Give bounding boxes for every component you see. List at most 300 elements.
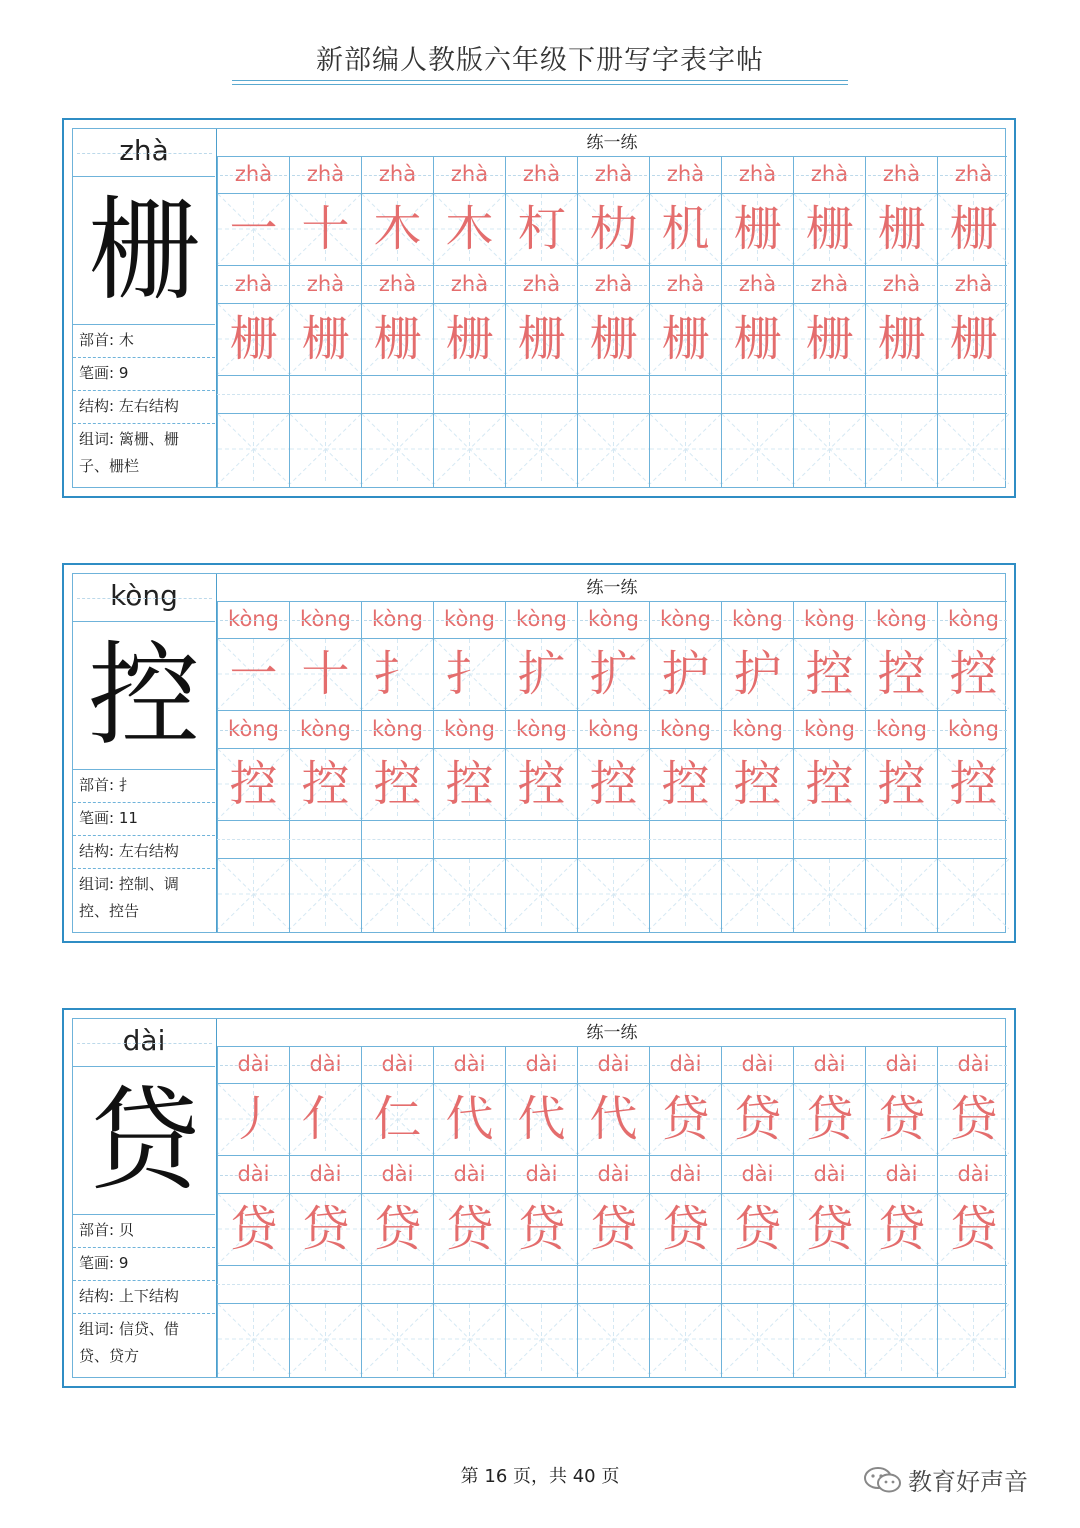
stroke-pinyin: zhà [666, 272, 705, 296]
trace-char: 控 [445, 756, 494, 812]
pinyin-guide-line [724, 1175, 791, 1176]
stroke-order-char: 机 [661, 201, 710, 257]
stroke-pinyin: kòng [876, 607, 927, 631]
stroke-order-char: 朾 [517, 201, 566, 257]
stroke-order-char: 贷 [949, 1091, 998, 1147]
stroke-pinyin: zhà [522, 162, 561, 186]
tian-grid-blank[interactable] [434, 414, 505, 484]
trace-char: 栅 [877, 311, 926, 367]
pinyin-guide-line [220, 175, 287, 176]
stroke-pinyin: dài [381, 1162, 414, 1186]
pinyin-guide-line [436, 1065, 503, 1066]
pinyin-guide-line [796, 285, 863, 286]
tian-grid-blank[interactable] [650, 1304, 721, 1374]
character-info-panel [73, 1019, 217, 1377]
pinyin-guide-line [796, 620, 863, 621]
practice-column [649, 157, 721, 487]
tian-grid-blank[interactable] [866, 414, 937, 484]
practice-column [289, 602, 361, 932]
trace-char: 控 [373, 756, 422, 812]
stroke-pinyin: zhà [594, 162, 633, 186]
practice-column [505, 157, 577, 487]
pinyin-guide-line [292, 620, 359, 621]
pinyin-guide-line [364, 285, 431, 286]
stroke-pinyin: kòng [372, 717, 423, 741]
trace-char: 贷 [733, 1201, 782, 1257]
pinyin-guide-line [796, 730, 863, 731]
info-divider [73, 868, 215, 869]
pinyin-guide-line [77, 1043, 212, 1044]
stroke-order-char: 朸 [589, 201, 638, 257]
tian-grid-blank[interactable] [866, 1304, 937, 1374]
page-title: 新部编人教版六年级下册写字表字帖 [316, 45, 764, 76]
row-line [217, 303, 1007, 304]
stroke-count-label: 笔画: 9 [79, 1254, 129, 1272]
stroke-pinyin: zhà [738, 162, 777, 186]
trace-char: 栅 [733, 311, 782, 367]
stroke-pinyin: kòng [372, 607, 423, 631]
trace-char: 贷 [229, 1201, 278, 1257]
stroke-order-char: 代 [589, 1091, 638, 1147]
pinyin-guide-line [868, 175, 935, 176]
pinyin-guide-line [580, 1175, 647, 1176]
tian-grid-blank[interactable] [794, 859, 865, 929]
practice-column [937, 157, 1009, 487]
stroke-pinyin: zhà [738, 272, 777, 296]
stroke-pinyin: kòng [876, 717, 927, 741]
character-card [62, 1008, 1016, 1388]
pinyin-guide-line [220, 1175, 287, 1176]
practice-column [577, 1047, 649, 1377]
row-line [217, 820, 1007, 821]
stroke-pinyin: kòng [516, 717, 567, 741]
pinyin-guide-line [652, 730, 719, 731]
stroke-pinyin: kòng [948, 717, 999, 741]
stroke-pinyin: zhà [234, 272, 273, 296]
practice-column [289, 1047, 361, 1377]
stroke-pinyin: dài [885, 1162, 918, 1186]
row-line [217, 1303, 1007, 1304]
structure-label: 结构: 上下结构 [79, 1287, 179, 1305]
stroke-pinyin: zhà [234, 162, 273, 186]
tian-grid-blank[interactable] [434, 859, 505, 929]
stroke-pinyin: zhà [450, 162, 489, 186]
stroke-pinyin: zhà [594, 272, 633, 296]
stroke-pinyin: zhà [450, 272, 489, 296]
pinyin-guide-line [724, 175, 791, 176]
stroke-order-char: 木 [373, 201, 422, 257]
stroke-pinyin: kòng [948, 607, 999, 631]
stroke-pinyin: kòng [732, 607, 783, 631]
practice-column [217, 157, 289, 487]
tian-grid-blank[interactable] [218, 414, 289, 484]
tian-grid-blank[interactable] [506, 414, 577, 484]
stroke-pinyin: dài [309, 1162, 342, 1186]
brand-name: 教育好声音 [908, 1468, 1028, 1496]
pinyin-guide-line [364, 620, 431, 621]
stroke-pinyin: kòng [228, 607, 279, 631]
info-divider [73, 1313, 215, 1314]
stroke-pinyin: dài [669, 1162, 702, 1186]
trace-char: 贷 [949, 1201, 998, 1257]
tian-grid-blank[interactable] [578, 859, 649, 929]
page-number: 第 16 页，共 40 页 [460, 1466, 620, 1487]
trace-char: 贷 [445, 1201, 494, 1257]
pinyin-guide-line [508, 730, 575, 731]
stroke-pinyin: zhà [306, 272, 345, 296]
info-divider [73, 1247, 215, 1248]
words-label: 组词: 篱栅、栅 [79, 430, 179, 448]
words-label: 组词: 信贷、借 [79, 1320, 179, 1338]
pinyin-guide-line [796, 1175, 863, 1176]
tian-grid-blank[interactable] [938, 1304, 1009, 1374]
pinyin-guide-line [508, 1065, 575, 1066]
row-line [217, 413, 1007, 414]
stroke-order-char: 栅 [733, 201, 782, 257]
blank-pinyin-guide [217, 394, 1007, 395]
stroke-order-char: 丿 [229, 1091, 278, 1147]
pinyin-guide-line [940, 175, 1007, 176]
stroke-pinyin: kòng [732, 717, 783, 741]
stroke-pinyin: zhà [882, 272, 921, 296]
info-divider [73, 423, 215, 424]
row-line [217, 748, 1007, 749]
pinyin-guide-line [580, 285, 647, 286]
stroke-pinyin: dài [597, 1162, 630, 1186]
practice-column [793, 157, 865, 487]
row-line [217, 1155, 1007, 1156]
stroke-order-char: 贷 [805, 1091, 854, 1147]
practice-column [433, 157, 505, 487]
stroke-pinyin: kòng [660, 717, 711, 741]
stroke-order-char: 护 [733, 646, 782, 702]
card-inner [72, 1018, 1006, 1378]
practice-grid [217, 1019, 1007, 1377]
stroke-pinyin: dài [669, 1052, 702, 1076]
stroke-pinyin: dài [813, 1052, 846, 1076]
radical-label: 部首: 贝 [79, 1221, 134, 1239]
stroke-pinyin: kòng [228, 717, 279, 741]
pinyin-guide-line [868, 620, 935, 621]
stroke-pinyin: dài [237, 1162, 270, 1186]
stroke-order-char: 亻 [301, 1091, 350, 1147]
practice-column [433, 1047, 505, 1377]
tian-grid-blank[interactable] [722, 414, 793, 484]
title-underline-2 [232, 84, 848, 85]
title-underline [232, 80, 848, 81]
tian-grid-blank[interactable] [290, 414, 361, 484]
stroke-count-label: 笔画: 11 [79, 809, 138, 827]
row-line [217, 1265, 1007, 1266]
pinyin-guide-line [868, 1065, 935, 1066]
stroke-pinyin: kòng [804, 607, 855, 631]
words-label-cont: 贷、贷方 [79, 1347, 140, 1365]
trace-char: 栅 [517, 311, 566, 367]
pinyin-guide-line [436, 620, 503, 621]
row-line [217, 638, 1007, 639]
practice-column [649, 602, 721, 932]
stroke-order-char: 仁 [373, 1091, 422, 1147]
row-line [217, 265, 1007, 266]
tian-grid-blank[interactable] [650, 859, 721, 929]
practice-column [721, 157, 793, 487]
practice-column [505, 1047, 577, 1377]
row-line [217, 375, 1007, 376]
stroke-order-char: 栅 [949, 201, 998, 257]
trace-char: 栅 [229, 311, 278, 367]
pinyin-guide-line [220, 1065, 287, 1066]
stroke-order-char: 控 [949, 646, 998, 702]
tian-grid-blank[interactable] [218, 1304, 289, 1374]
row-line [217, 1193, 1007, 1194]
row-line [217, 193, 1007, 194]
info-divider [73, 1280, 215, 1281]
tian-grid-blank[interactable] [578, 414, 649, 484]
stroke-order-char: 护 [661, 646, 710, 702]
tian-grid-blank[interactable] [362, 1304, 433, 1374]
practice-column [721, 602, 793, 932]
trace-char: 贷 [517, 1201, 566, 1257]
trace-char: 贷 [661, 1201, 710, 1257]
row-line [217, 858, 1007, 859]
practice-column [865, 1047, 937, 1377]
pinyin-guide-line [220, 730, 287, 731]
pinyin-guide-line [868, 1175, 935, 1176]
stroke-pinyin: dài [885, 1052, 918, 1076]
trace-char: 控 [733, 756, 782, 812]
stroke-order-char: 代 [445, 1091, 494, 1147]
character-info-panel [73, 574, 217, 932]
pinyin-guide-line [292, 730, 359, 731]
stroke-pinyin: zhà [954, 162, 993, 186]
stroke-pinyin: zhà [306, 162, 345, 186]
stroke-pinyin: kòng [804, 717, 855, 741]
stroke-pinyin: kòng [444, 607, 495, 631]
trace-char: 栅 [445, 311, 494, 367]
trace-char: 控 [301, 756, 350, 812]
pinyin-guide-line [940, 620, 1007, 621]
main-character: 控 [73, 622, 215, 770]
stroke-pinyin: zhà [522, 272, 561, 296]
stroke-order-char: 十 [301, 201, 350, 257]
stroke-order-char: 贷 [661, 1091, 710, 1147]
tian-grid-blank[interactable] [578, 1304, 649, 1374]
trace-char: 贷 [373, 1201, 422, 1257]
tian-grid-blank[interactable] [290, 859, 361, 929]
pinyin-guide-line [292, 1065, 359, 1066]
tian-grid-blank[interactable] [290, 1304, 361, 1374]
stroke-pinyin: dài [957, 1052, 990, 1076]
pinyin-guide-line [724, 730, 791, 731]
stroke-pinyin: dài [453, 1052, 486, 1076]
stroke-order-char: 十 [301, 646, 350, 702]
stroke-pinyin: zhà [666, 162, 705, 186]
pinyin-guide-line [724, 620, 791, 621]
tian-grid-blank[interactable] [794, 1304, 865, 1374]
practice-column [937, 602, 1009, 932]
blank-pinyin-guide [217, 839, 1007, 840]
stroke-pinyin: kòng [660, 607, 711, 631]
stroke-order-char: 栅 [805, 201, 854, 257]
practice-column [289, 157, 361, 487]
practice-label: 练一练 [217, 1019, 1007, 1047]
trace-char: 控 [805, 756, 854, 812]
pinyin-guide-line [652, 1065, 719, 1066]
stroke-order-char: 扩 [589, 646, 638, 702]
practice-column [793, 602, 865, 932]
practice-column [577, 157, 649, 487]
wechat-icon [862, 1465, 904, 1495]
tian-grid-blank[interactable] [506, 1304, 577, 1374]
radical-label: 部首: 木 [79, 331, 134, 349]
stroke-pinyin: kòng [516, 607, 567, 631]
pinyin-guide-line [436, 730, 503, 731]
radical-label: 部首: 扌 [79, 776, 134, 794]
pinyin-guide-line [868, 285, 935, 286]
tian-grid-blank[interactable] [506, 859, 577, 929]
practice-column [865, 157, 937, 487]
practice-column [865, 602, 937, 932]
words-label: 组词: 控制、调 [79, 875, 179, 893]
tian-grid-blank[interactable] [650, 414, 721, 484]
practice-column [433, 602, 505, 932]
trace-char: 控 [229, 756, 278, 812]
pinyin-guide-line [580, 175, 647, 176]
pinyin-guide-line [940, 1175, 1007, 1176]
trace-char: 栅 [949, 311, 998, 367]
tian-grid-blank[interactable] [434, 1304, 505, 1374]
trace-char: 控 [949, 756, 998, 812]
stroke-pinyin: dài [525, 1052, 558, 1076]
stroke-order-char: 控 [877, 646, 926, 702]
stroke-pinyin: kòng [588, 607, 639, 631]
stroke-order-char: 代 [517, 1091, 566, 1147]
stroke-pinyin: dài [525, 1162, 558, 1186]
tian-grid-blank[interactable] [938, 859, 1009, 929]
pinyin-guide-line [580, 1065, 647, 1066]
stroke-pinyin: dài [309, 1052, 342, 1076]
pinyin-guide-line [508, 175, 575, 176]
stroke-order-char: 一 [229, 201, 278, 257]
trace-char: 控 [661, 756, 710, 812]
pinyin-guide-line [868, 730, 935, 731]
stroke-pinyin: zhà [378, 272, 417, 296]
main-pinyin: zhà [73, 129, 215, 177]
stroke-pinyin: dài [813, 1162, 846, 1186]
stroke-pinyin: dài [957, 1162, 990, 1186]
stroke-pinyin: dài [597, 1052, 630, 1076]
stroke-order-char: 贷 [733, 1091, 782, 1147]
pinyin-guide-line [652, 620, 719, 621]
info-divider [73, 835, 215, 836]
practice-column [217, 602, 289, 932]
pinyin-guide-line [652, 1175, 719, 1176]
stroke-pinyin: kòng [300, 607, 351, 631]
pinyin-guide-line [508, 1175, 575, 1176]
row-line [217, 1083, 1007, 1084]
practice-column [721, 1047, 793, 1377]
pinyin-guide-line [724, 285, 791, 286]
pinyin-guide-line [77, 598, 212, 599]
stroke-pinyin: dài [741, 1052, 774, 1076]
pinyin-guide-line [364, 175, 431, 176]
stroke-order-char: 扩 [517, 646, 566, 702]
tian-grid-blank[interactable] [794, 414, 865, 484]
stroke-pinyin: zhà [810, 272, 849, 296]
pinyin-guide-line [77, 153, 212, 154]
structure-label: 结构: 左右结构 [79, 842, 179, 860]
pinyin-guide-line [940, 285, 1007, 286]
stroke-order-char: 贷 [877, 1091, 926, 1147]
trace-char: 栅 [805, 311, 854, 367]
words-label-cont: 子、栅栏 [79, 457, 140, 475]
pinyin-guide-line [796, 175, 863, 176]
stroke-pinyin: kòng [444, 717, 495, 741]
practice-column [505, 602, 577, 932]
main-pinyin: kòng [73, 574, 215, 622]
pinyin-guide-line [220, 285, 287, 286]
tian-grid-blank[interactable] [218, 859, 289, 929]
info-divider [73, 357, 215, 358]
pinyin-guide-line [220, 620, 287, 621]
tian-grid-blank[interactable] [362, 414, 433, 484]
main-character: 贷 [73, 1067, 215, 1215]
trace-char: 控 [877, 756, 926, 812]
character-info-panel [73, 129, 217, 487]
pinyin-guide-line [364, 1175, 431, 1176]
tian-grid-blank[interactable] [362, 859, 433, 929]
tian-grid-blank[interactable] [866, 859, 937, 929]
info-divider [73, 802, 215, 803]
tian-grid-blank[interactable] [722, 859, 793, 929]
pinyin-guide-line [292, 285, 359, 286]
practice-grid [217, 574, 1007, 932]
stroke-pinyin: dài [237, 1052, 270, 1076]
practice-column [577, 602, 649, 932]
pinyin-guide-line [292, 1175, 359, 1176]
brand-watermark [862, 1462, 1028, 1497]
pinyin-guide-line [436, 1175, 503, 1176]
trace-char: 栅 [589, 311, 638, 367]
main-pinyin: dài [73, 1019, 215, 1067]
stroke-pinyin: zhà [810, 162, 849, 186]
pinyin-guide-line [940, 730, 1007, 731]
tian-grid-blank[interactable] [938, 414, 1009, 484]
pinyin-guide-line [292, 175, 359, 176]
stroke-pinyin: dài [381, 1052, 414, 1076]
trace-char: 控 [589, 756, 638, 812]
practice-column [793, 1047, 865, 1377]
tian-grid-blank[interactable] [722, 1304, 793, 1374]
card-inner [72, 573, 1006, 933]
pinyin-guide-line [508, 620, 575, 621]
trace-char: 贷 [877, 1201, 926, 1257]
pinyin-guide-line [940, 1065, 1007, 1066]
character-card [62, 563, 1016, 943]
practice-column [649, 1047, 721, 1377]
stroke-order-char: 扌 [373, 646, 422, 702]
stroke-pinyin: kòng [588, 717, 639, 741]
pinyin-guide-line [436, 175, 503, 176]
stroke-pinyin: kòng [300, 717, 351, 741]
trace-char: 贷 [589, 1201, 638, 1257]
practice-label: 练一练 [217, 129, 1007, 157]
blank-pinyin-guide [217, 1284, 1007, 1285]
stroke-order-char: 木 [445, 201, 494, 257]
pinyin-guide-line [796, 1065, 863, 1066]
pinyin-guide-line [652, 285, 719, 286]
structure-label: 结构: 左右结构 [79, 397, 179, 415]
